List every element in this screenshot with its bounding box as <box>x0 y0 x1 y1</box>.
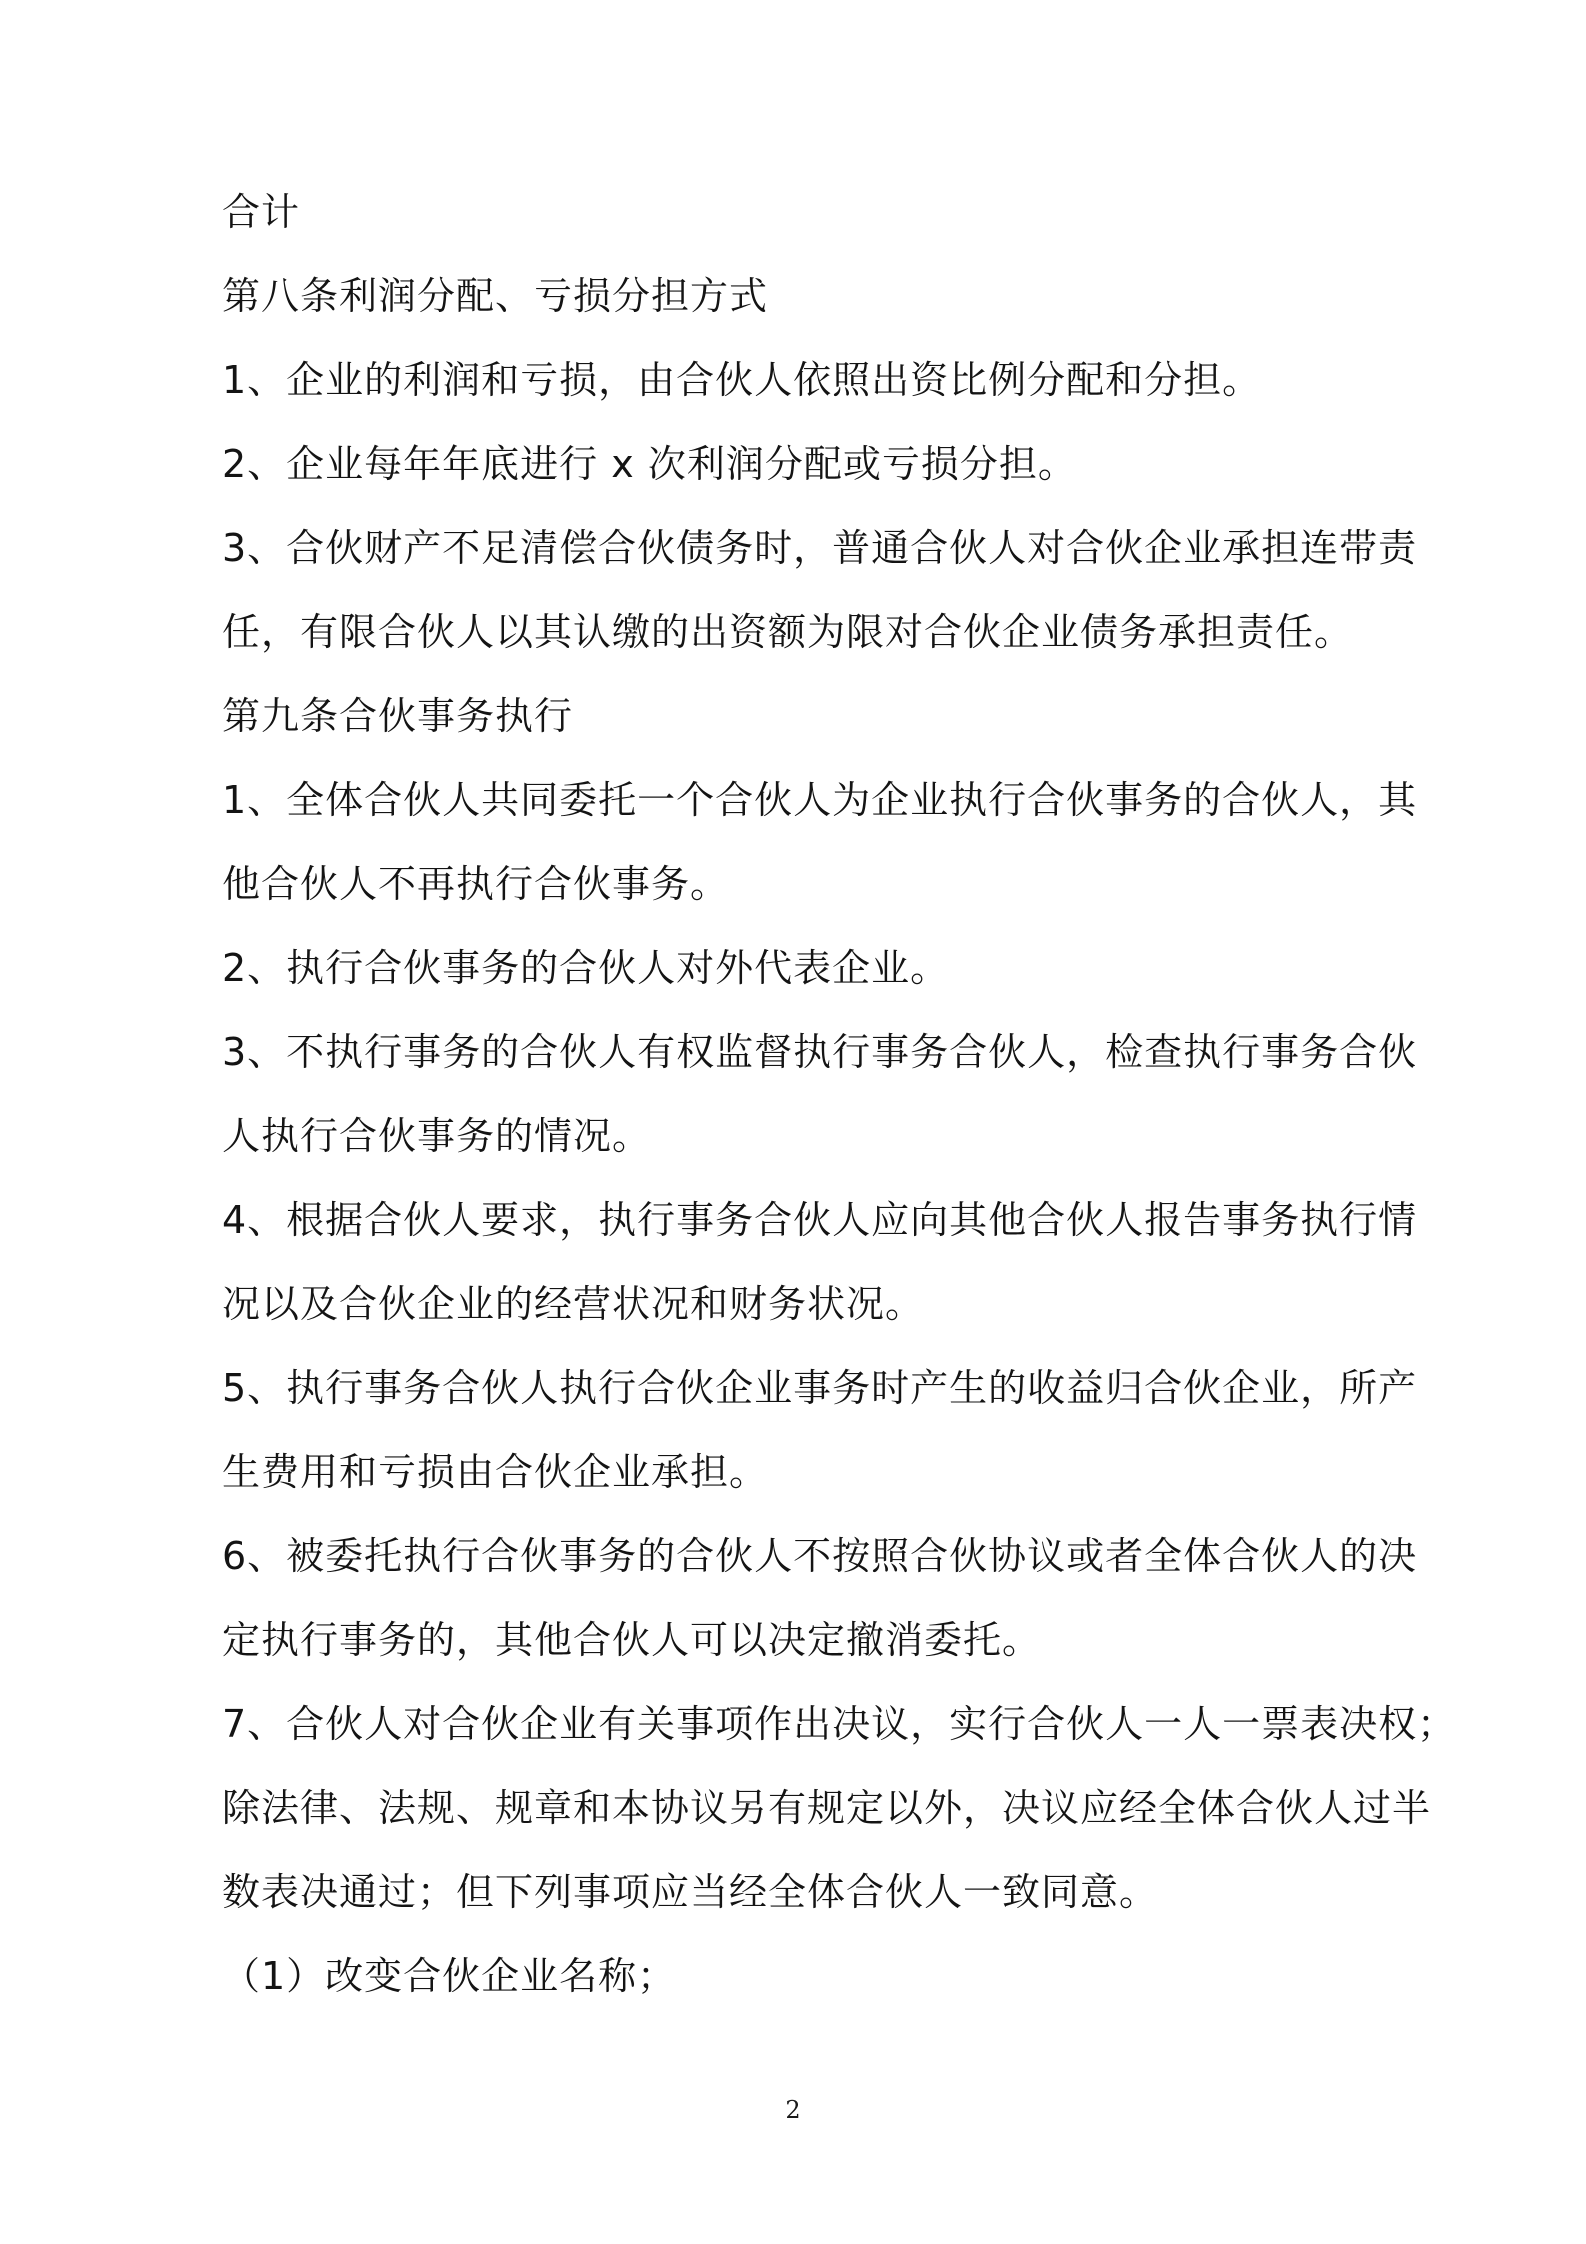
section-heading: 第八条利润分配、亏损分担方式 <box>222 274 769 318</box>
text-line: 1、全体合伙人共同委托一个合伙人为企业执行合伙事务的合伙人，其 <box>222 778 1418 822</box>
page-number: 2 <box>785 2096 801 2124</box>
text-line: 除法律、法规、规章和本协议另有规定以外，决议应经全体合伙人过半 <box>222 1786 1432 1830</box>
text-line: 况以及合伙企业的经营状况和财务状况。 <box>222 1282 925 1326</box>
text-line: 2、企业每年年底进行 x 次利润分配或亏损分担。 <box>222 442 1077 486</box>
text-line: 定执行事务的，其他合伙人可以决定撤消委托。 <box>222 1618 1042 1662</box>
text-line: （1）改变合伙企业名称； <box>222 1954 677 1998</box>
section-heading: 第九条合伙事务执行 <box>222 694 574 738</box>
text-line: 6、被委托执行合伙事务的合伙人不按照合伙协议或者全体合伙人的决 <box>222 1534 1418 1578</box>
text-line: 5、执行事务合伙人执行合伙企业事务时产生的收益归合伙企业，所产 <box>222 1366 1418 1410</box>
text-line: 生费用和亏损由合伙企业承担。 <box>222 1450 769 1494</box>
text-line: 2、执行合伙事务的合伙人对外代表企业。 <box>222 946 950 990</box>
text-line: 他合伙人不再执行合伙事务。 <box>222 862 730 906</box>
text-line: 合计 <box>222 190 301 234</box>
text-line: 7、合伙人对合伙企业有关事项作出决议，实行合伙人一人一票表决权； <box>222 1702 1457 1746</box>
body-text <box>222 170 1457 2018</box>
text-line: 1、企业的利润和亏损，由合伙人依照出资比例分配和分担。 <box>222 358 1262 402</box>
text-line: 3、不执行事务的合伙人有权监督执行事务合伙人，检查执行事务合伙 <box>222 1030 1418 1074</box>
text-line: 人执行合伙事务的情况。 <box>222 1114 652 1158</box>
text-line: 数表决通过；但下列事项应当经全体合伙人一致同意。 <box>222 1870 1159 1914</box>
text-line: 4、根据合伙人要求，执行事务合伙人应向其他合伙人报告事务执行情 <box>222 1198 1418 1242</box>
text-line: 3、合伙财产不足清偿合伙债务时，普通合伙人对合伙企业承担连带责 <box>222 526 1418 570</box>
text-line: 任，有限合伙人以其认缴的出资额为限对合伙企业债务承担责任。 <box>222 610 1354 654</box>
